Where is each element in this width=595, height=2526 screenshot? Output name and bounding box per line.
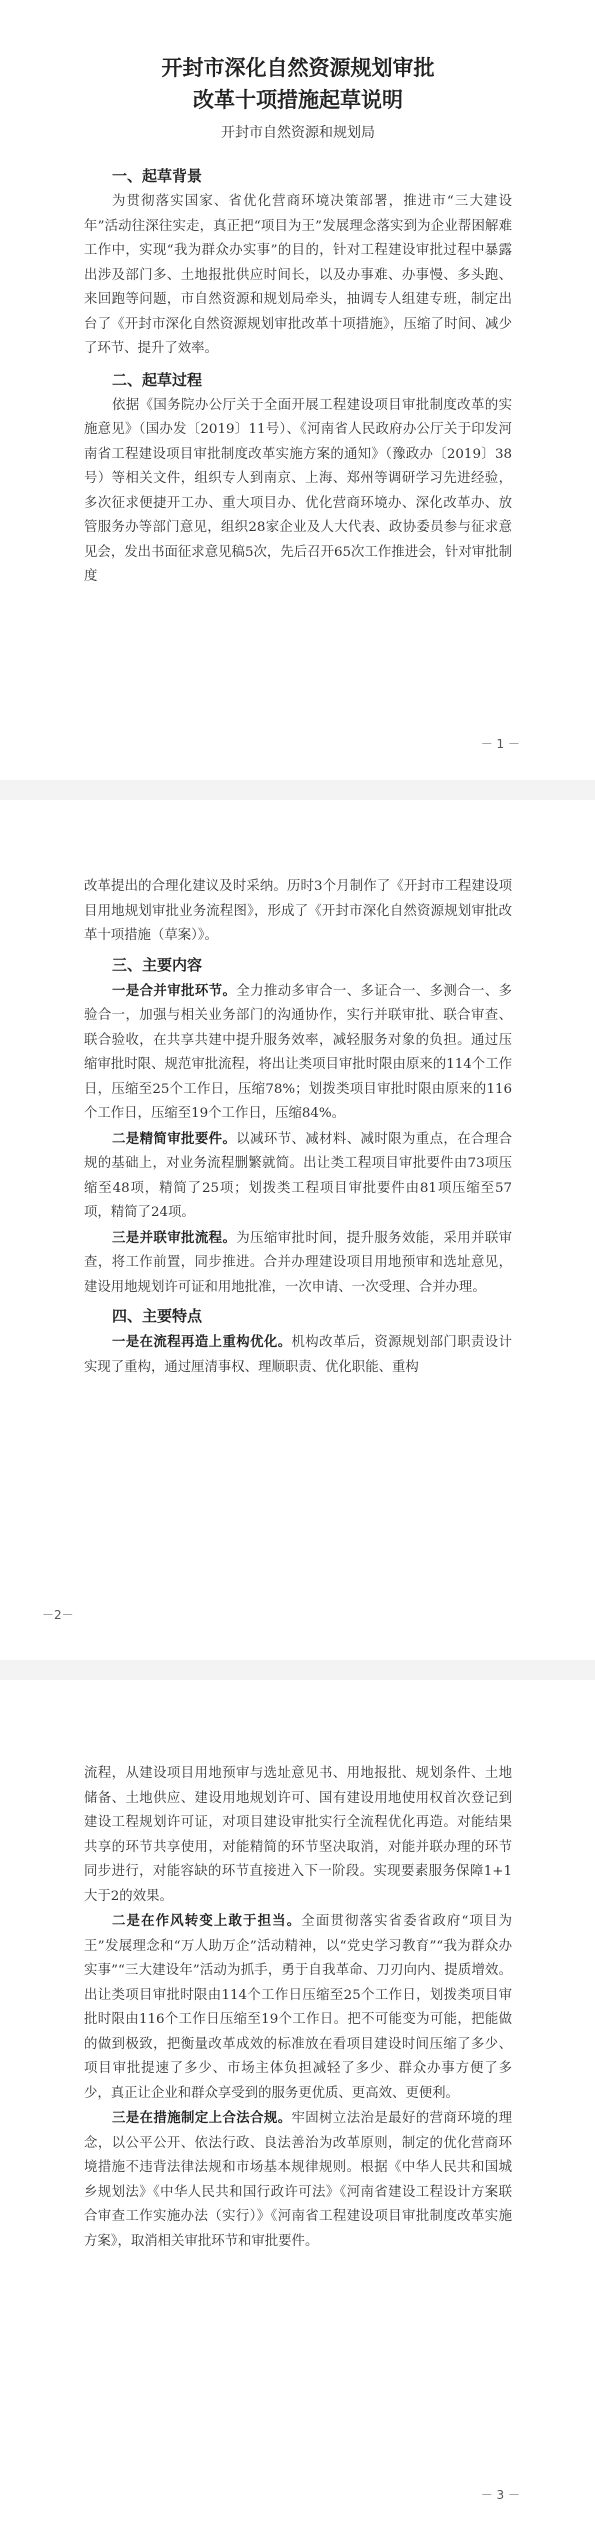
paragraph-feature-1-part-1: [84, 1330, 512, 1380]
section-heading-features: 四、主要特点: [112, 1307, 203, 1325]
lead-legal-compliance: 三是在措施制定上合法合规。: [112, 2110, 292, 2126]
section-heading-background: 一、起草背景: [112, 167, 203, 185]
section-heading-process: 二、起草过程: [112, 370, 203, 389]
paragraph-process-part-1: 依据《国务院办公厅关于全面开展工程建设项目审批制度改革的实施意见》（国办发〔2019〕11号）、《河南省人民政府办公厅关于印发河南省工程建设项目审批制度改革实施方案的通知》（豫政办〔2019〕38号）等相关文件，组织专人到南京、上海、郑州等调研学习先进经验，多次征求便捷开工办、重大项目办、优化营商环境办、深化改革办、放管服务办等部门意见，组织28家企业及人大代表、政协委员参与征求意见会，发出书面征求意见稿5次，先后召开65次工作推进会，针对审批制度: [84, 397, 512, 584]
page-2-content: [84, 875, 512, 1380]
document-page-2: [0, 800, 595, 1660]
lead-merge-approval: 一是合并审批环节。: [112, 982, 237, 999]
body-simplify-requirements: 以减环节、减材料、减时限为重点，在合理合规的基础上，对业务流程删繁就简。出让类工程项目审批要件由73项压缩至48项，精简了25项；划拨类工程项目审批要件由81项压缩至57项，精简了24项。: [84, 1131, 513, 1220]
paragraph-content-1: [84, 979, 512, 1127]
lead-process-reengineering: 一是在流程再造上重构优化。: [112, 1334, 292, 1350]
paragraph-feature-1-part-2: 流程，从建设项目用地预审与选址意见书、用地报批、规划条件、土地储备、土地供应、建设用地规划许可、国有建设用地使用权首次登记到建设工程规划许可证，对项目建设审批实行全流程优化再造。对能结果共享的环节共享使用，对能精简的环节坚决取消，对能并联办理的环节同步进行，对能容缺的环节直接进入下一阶段。实现要素服务保障1+1大于2的效果。: [84, 1766, 512, 1904]
body-parallel-process: 为压缩审批时间，提升服务效能，采用并联审查，将工作前置，同步推进。合并办理建设项目用地预审和选址意见，建设用地规划许可证和用地批准，一次申请、一次受理、合并办理。: [84, 1230, 513, 1295]
lead-parallel-process: 三是并联审批流程。: [112, 1229, 237, 1246]
document-page-1: [0, 0, 595, 780]
body-process-reengineering-part-1: 机构改革后，资源规划部门职责设计实现了重构，通过厘清事权、理顺职责、优化职能、重构: [84, 1335, 513, 1375]
paragraph-feature-2: [84, 1909, 512, 2106]
document-page-3: [0, 1680, 595, 2526]
body-merge-approval: 全力推动多审合一、多证合一、多测合一、多验合一，加强与相关业务部门的沟通协作，实行并联审批、联合审查、联合验收，在共享共建中提升服务效率，减轻服务对象的负担。通过压缩审批时限、规范审批流程，将出让类项目审批时限由原来的114个工作日，压缩至25个工作日，压缩78%；划拨类项目审批时限由原来的116个工作日，压缩至19个工作日，压缩84%。: [84, 983, 513, 1121]
paragraph-process-part-2: 改革提出的合理化建议及时采纳。历时3个月制作了《开封市工程建设项目用地规划审批业务流程图》，形成了《开封市深化自然资源规划审批改革十项措施（草案）》。: [84, 879, 512, 943]
page-1-content: [84, 52, 512, 590]
document-author: 开封市自然资源和规划局: [221, 125, 375, 141]
paragraph-feature-3: [84, 2106, 512, 2254]
body-legal-compliance: 牢固树立法治是最好的营商环境的理念，以公平公开、依法行政、良法善治为改革原则，制定的优化营商环境措施不违背法律法规和市场基本规律规则。根据《中华人民共和国城乡规划法》《中华人民共和国行政许可法》《河南省建设工程设计方案联合审查工作实施办法（实行）》《河南省工程建设项目审批制度改革实施方案》，取消相关审批环节和审批要件。: [84, 2111, 513, 2249]
document-title-line-1: 开封市深化自然资源规划审批: [161, 55, 435, 80]
body-work-style: 全面贯彻落实省委省政府“项目为王”发展理念和“万人助万企”活动精神，以“党史学习教育”“我为群众办实事”“三大建设年”活动为抓手，勇于自我革命、刀刃向内、提质增效。出让类项目审批时限由114个工作日压缩至25个工作日，划拨类项目审批时限由116个工作日压缩至19个工作日。把不可能变为可能，把能做的做到极致，把衡量改革成效的标准放在看项目建设时间压缩了多少、项目审批提速了多少、市场主体负担减轻了多少、群众办事方便了多少，真正让企业和群众享受到的服务更优质、更高效、更便利。: [84, 1914, 512, 2101]
paragraph-content-3: [84, 1226, 512, 1301]
lead-work-style: 二是在作风转变上敢于担当。: [112, 1913, 302, 1929]
page-number-3: － 3 －: [480, 2488, 520, 2502]
document-title-line-2: 改革十项措施起草说明: [193, 87, 403, 112]
paragraph-background: 为贯彻落实国家、省优化营商环境决策部署，推进市“三大建设年”活动往深往实走，真正把“项目为王”发展理念落实到为企业帮困解难工作中，实现“我为群众办实事”的目的，针对工程建设审批过程中暴露出涉及部门多、土地报批供应时间长，以及办事难、办事慢、多头跑、来回跑等问题，市自然资源和规划局牵头，抽调专人组建专班，制定出台了《开封市深化自然资源规划审批改革十项措施》，压缩了时间、减少了环节、提升了效率。: [84, 194, 512, 356]
paragraph-content-2: [84, 1127, 512, 1226]
lead-simplify-requirements: 二是精简审批要件。: [112, 1130, 237, 1147]
page-number-2: －2－: [42, 1608, 74, 1622]
page-3-content: [84, 1762, 512, 2254]
section-heading-content: 三、主要内容: [112, 955, 203, 974]
page-number-1: － 1 －: [480, 737, 520, 751]
